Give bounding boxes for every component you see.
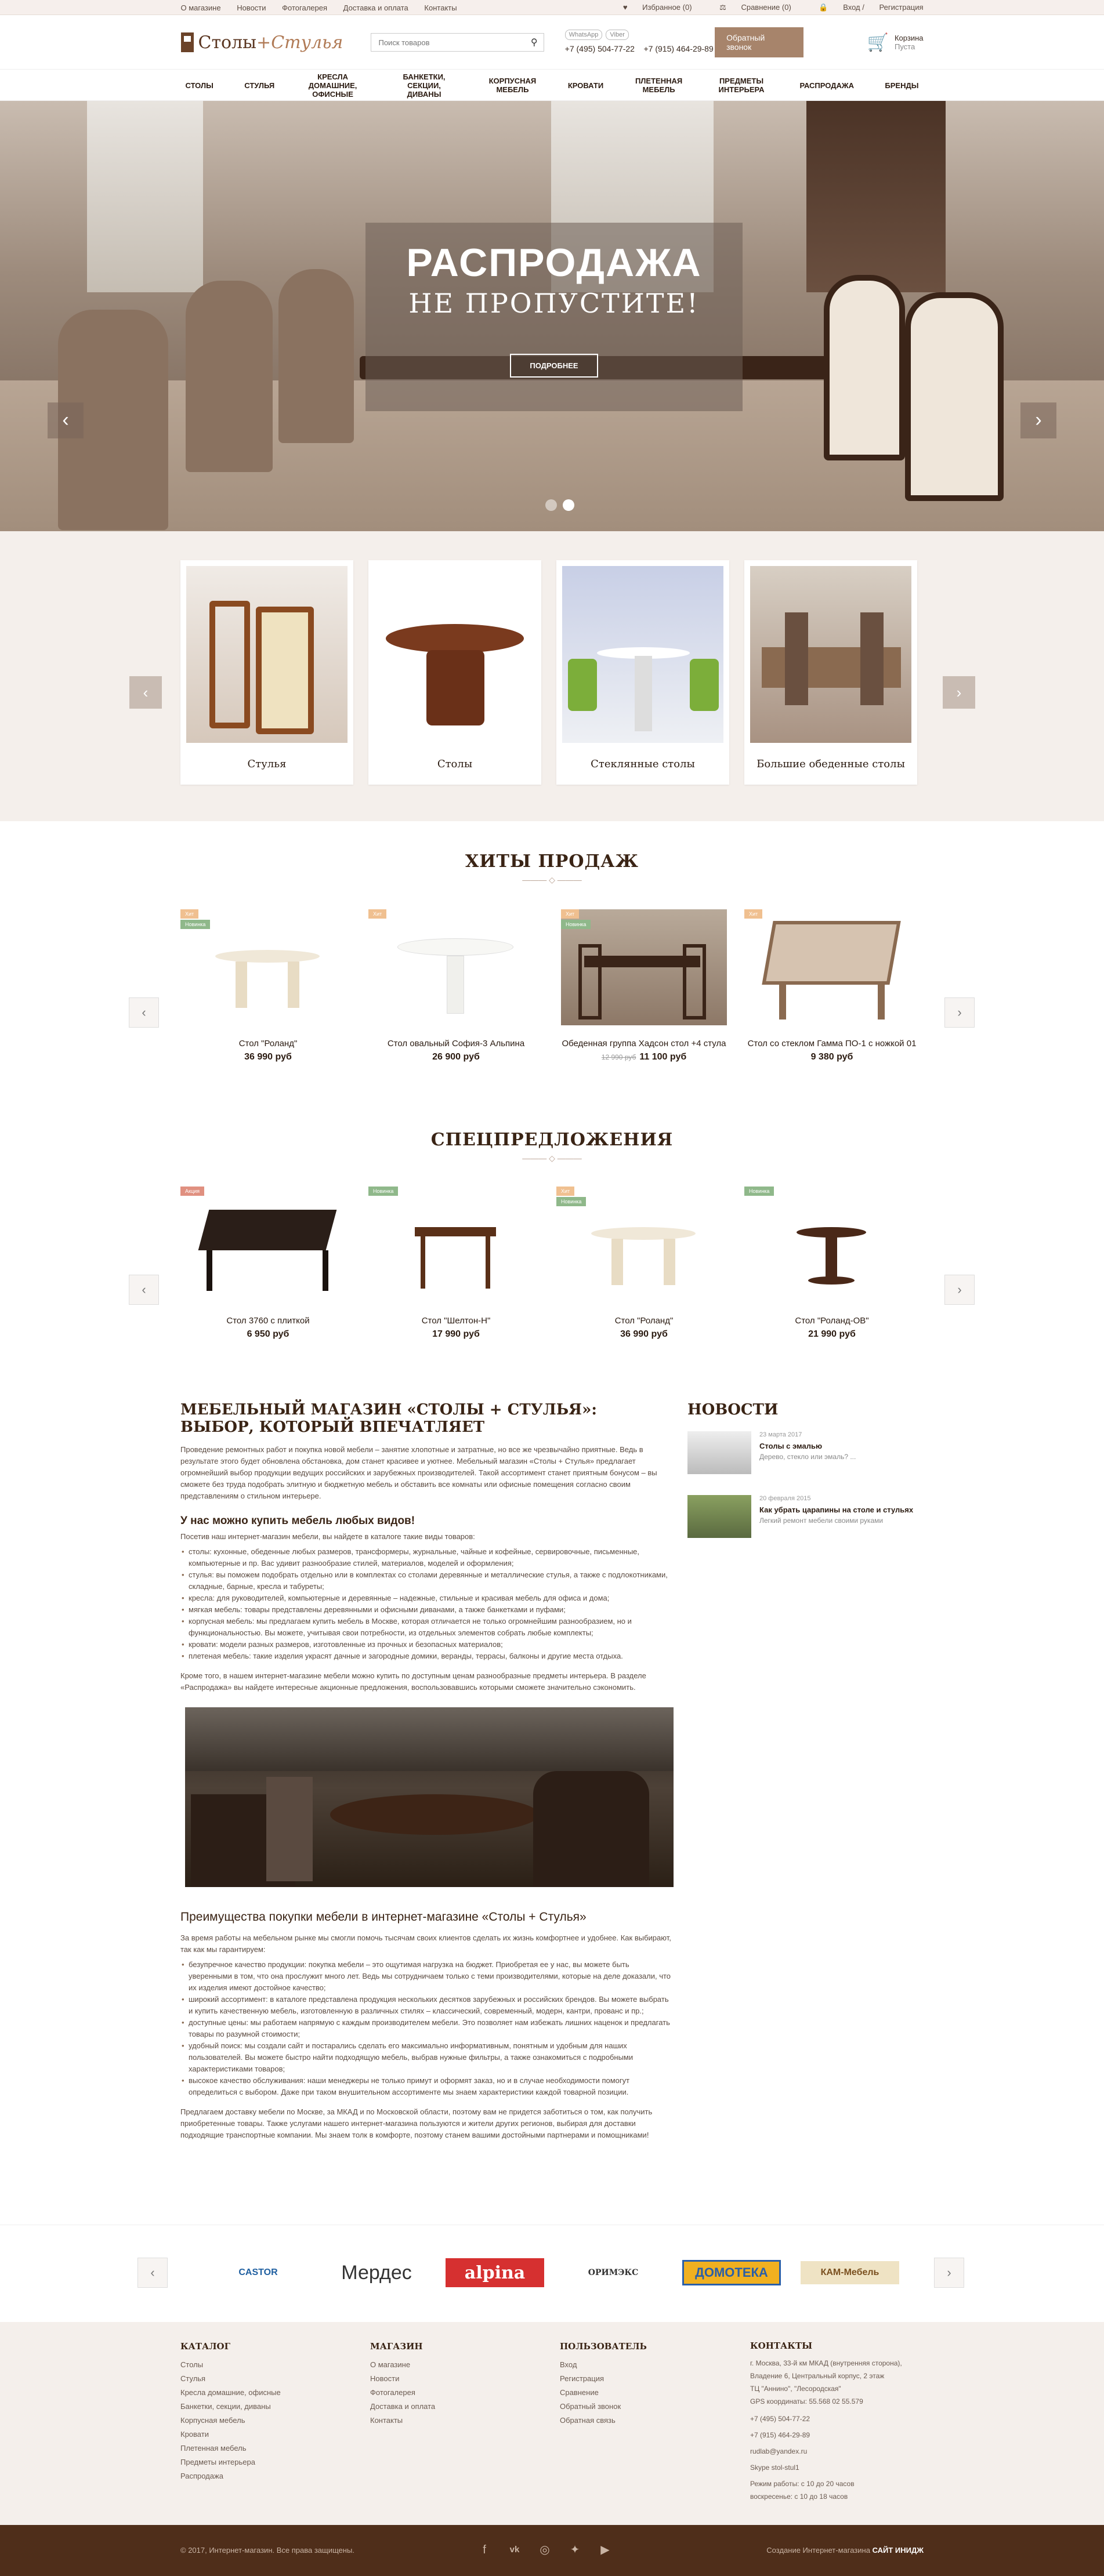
compare-link[interactable]: ⚖ Сравнение (0) xyxy=(719,3,791,12)
hero-prev-arrow-icon[interactable]: ‹ xyxy=(48,402,84,438)
hero-slider xyxy=(0,101,1104,531)
nav-brands[interactable]: БРЕНДЫ xyxy=(885,81,919,90)
nav-sale[interactable]: РАСПРОДАЖА xyxy=(799,81,854,90)
footer-gps: GPS координаты: 55.568 02 55.579 xyxy=(750,2397,863,2406)
copyright: © 2017, Интернет-магазин. Все права защищены. xyxy=(180,2546,354,2555)
top-link-news[interactable]: Новости xyxy=(237,3,266,12)
product-image xyxy=(368,1187,544,1302)
news-date: 23 марта 2017 xyxy=(759,1431,802,1438)
footer-link[interactable]: О магазине xyxy=(370,2360,411,2369)
footer-link[interactable]: Сравнение xyxy=(560,2388,599,2397)
product-name[interactable]: Обеденная группа Хадсон стол +4 стула xyxy=(562,1039,726,1048)
top-link-contacts[interactable]: Контакты xyxy=(424,3,457,12)
product-name[interactable]: Стол "Шелтон-Н" xyxy=(421,1316,491,1326)
footer-catalog xyxy=(180,2339,281,2483)
footer-link[interactable]: Кровати xyxy=(180,2430,209,2439)
category-label: Стеклянные столы xyxy=(591,758,695,770)
nav-tables[interactable]: СТОЛЫ xyxy=(185,81,213,90)
footer-heading: ПОЛЬЗОВАТЕЛЬ xyxy=(560,2341,647,2352)
footer xyxy=(0,2322,1104,2525)
article-lead-2: За время работы на мебельном рынке мы смогли помочь тысячам своих клиентов сделать их жизнь комфортнее и удобнее. Как выбирают, так как мы гарантируем: xyxy=(180,1933,671,1954)
category-card-tables[interactable] xyxy=(368,560,541,785)
twitter-icon[interactable]: ✦ xyxy=(570,2544,580,2556)
footer-link[interactable]: Кресла домашние, офисные xyxy=(180,2388,281,2397)
footer-link[interactable]: Плетенная мебель xyxy=(180,2444,247,2452)
badge-new: Новинка xyxy=(744,1187,774,1196)
brands-next-arrow-icon[interactable]: › xyxy=(934,2258,964,2288)
badge-hit: Хит xyxy=(180,909,198,919)
phone-1[interactable]: +7 (495) 504-77-22 xyxy=(564,44,635,53)
product-image xyxy=(744,909,920,1025)
category-image-glass-tables xyxy=(562,566,723,743)
footer-link[interactable]: Контакты xyxy=(370,2416,403,2425)
product-name[interactable]: Стол "Роланд" xyxy=(614,1316,674,1326)
product-image xyxy=(744,1187,920,1302)
hits-title: ХИТЫ ПРОДАЖ xyxy=(465,851,639,872)
product-image xyxy=(556,1187,732,1302)
news-item[interactable] xyxy=(687,1495,925,1538)
product-image xyxy=(368,909,544,1025)
hero-next-arrow-icon[interactable]: › xyxy=(1020,402,1056,438)
search-input[interactable] xyxy=(371,34,524,51)
footer-heading: КОНТАКТЫ xyxy=(750,2341,813,2351)
product-price: 21 990 руб xyxy=(808,1329,856,1339)
footer-link[interactable]: Регистрация xyxy=(560,2374,604,2383)
product-card[interactable] xyxy=(744,1187,920,1340)
news-thumb xyxy=(687,1495,751,1538)
product-price: 36 990 руб xyxy=(620,1329,668,1339)
brand-alpina[interactable]: alpina xyxy=(446,2258,544,2287)
top-link-delivery[interactable]: Доставка и оплата xyxy=(343,3,408,12)
instagram-icon[interactable]: ◎ xyxy=(540,2544,550,2556)
product-name[interactable]: Стол 3760 с плиткой xyxy=(226,1316,310,1326)
news-headline[interactable]: Как убрать царапины на столе и стульях xyxy=(759,1505,914,1514)
footer-hours: воскресенье: с 10 до 18 часов xyxy=(750,2492,848,2501)
badge-hit: Хит xyxy=(556,1187,574,1196)
main-nav xyxy=(0,70,1104,101)
news-title: НОВОСТИ xyxy=(687,1401,779,1418)
article-list-item: • мягкая мебель: товары представлены деревянными и офисными диванами, а также банкетками и пуфами; xyxy=(180,1604,672,1616)
footer-link[interactable]: Распродажа xyxy=(180,2472,223,2480)
footer-link[interactable]: Стулья xyxy=(180,2374,206,2383)
facebook-icon[interactable]: f xyxy=(483,2544,486,2556)
chair-logo-icon xyxy=(181,32,194,52)
top-link-about[interactable]: О магазине xyxy=(180,3,221,12)
category-card-glass-tables[interactable] xyxy=(556,560,729,785)
article-list-item: • широкий ассортимент: в каталоге представлена продукция нескольких десятков зарубежных и российских брендов. Вы можете выбрать и купить качественную мебель, изготовленную в различных стилях – классический, современный, модерн, кантри, прованс и пр.; xyxy=(180,1994,672,2017)
hero-more-button[interactable]: ПОДРОБНЕЕ xyxy=(510,354,598,378)
product-price: 26 900 руб xyxy=(432,1052,480,1062)
product-price: 36 990 руб xyxy=(244,1052,292,1062)
brand-orimex[interactable]: ОРИМЭКС xyxy=(588,2268,639,2277)
hero-chair-4 xyxy=(824,275,905,460)
nav-benches[interactable]: БАНКЕТКИ, СЕКЦИИ, ДИВАНЫ xyxy=(403,72,446,99)
brand-castor[interactable]: CASTOR xyxy=(238,2267,278,2277)
nav-beds[interactable]: КРОВАТИ xyxy=(567,81,604,90)
cart[interactable] xyxy=(867,32,924,53)
category-label: Столы xyxy=(437,758,473,770)
product-card[interactable] xyxy=(368,1187,544,1340)
article-list-item: • доступные цены: мы работаем напрямую с каждым производителем мебели. Это позволяет нам избежать лишних наценок и предлагать товары по разумной стоимости; xyxy=(180,2017,672,2040)
news-sidebar xyxy=(687,1401,925,1538)
footer-heading: КАТАЛОГ xyxy=(180,2341,230,2352)
special-list xyxy=(180,1187,932,1340)
category-next-arrow-icon[interactable]: › xyxy=(943,676,975,709)
article-list-item: • кровати: модели разных размеров, изготовленные из прочных и безопасных материалов; xyxy=(180,1639,672,1650)
nav-chairs[interactable]: СТУЛЬЯ xyxy=(244,81,275,90)
brand-merdes[interactable]: Мердес xyxy=(341,2261,412,2284)
footer-link[interactable]: Фотогалерея xyxy=(370,2388,415,2397)
hero-window-right xyxy=(806,101,946,292)
category-image-chairs xyxy=(186,566,348,743)
callback-button[interactable]: Обратный звонок xyxy=(715,27,803,57)
vk-icon[interactable]: vk xyxy=(509,2545,520,2555)
header xyxy=(0,15,1104,70)
footer-link[interactable]: Обратный звонок xyxy=(560,2402,621,2411)
news-excerpt: Легкий ремонт мебели своими руками xyxy=(759,1516,884,1525)
hits-next-arrow-icon[interactable]: › xyxy=(944,997,975,1028)
badge-hit: Хит xyxy=(744,909,762,919)
footer-email[interactable]: rudlab@yandex.ru xyxy=(750,2447,808,2455)
badge-hit: Хит xyxy=(561,909,579,919)
login-link[interactable]: Вход xyxy=(843,3,860,12)
article-list-item: • безупречное качество продукции: покупка мебели – это ощутимая нагрузка на бюджет. Приобретая ее у нас, вы можете быть уверенными в том, что она прослужит много лет. Ведь мы сотрудничаем только с теми производителями, которые на деле доказали, что их изделия имеют достойное качество; xyxy=(180,1959,672,1994)
top-bar xyxy=(0,0,1104,15)
article-list-2 xyxy=(180,1959,672,2098)
news-thumb xyxy=(687,1431,751,1474)
search-icon[interactable]: ⚲ xyxy=(530,38,538,48)
favorites-link[interactable]: ♥ Избранное (0) xyxy=(622,3,692,12)
scales-icon: ⚖ xyxy=(719,3,726,12)
product-card[interactable] xyxy=(744,909,920,1062)
category-card-chairs[interactable] xyxy=(180,560,353,785)
hero-dot-2[interactable] xyxy=(563,499,574,511)
category-prev-arrow-icon[interactable]: ‹ xyxy=(129,676,162,709)
footer-contacts xyxy=(750,2339,902,2503)
article-subtitle-1: У нас можно купить мебель любых видов! xyxy=(180,1515,415,1527)
nav-wicker[interactable]: ПЛЕТЕННАЯ МЕБЕЛЬ xyxy=(635,77,683,94)
article-photo xyxy=(185,1707,674,1887)
product-card[interactable] xyxy=(180,1187,356,1340)
hero-subtitle: НЕ ПРОПУСТИТЕ! xyxy=(408,288,700,319)
hero-chair-5 xyxy=(905,292,1004,501)
product-card[interactable] xyxy=(556,909,732,1062)
heart-icon: ♥ xyxy=(622,3,628,12)
product-price-block xyxy=(556,1052,732,1062)
product-name[interactable]: Стол "Роланд-ОВ" xyxy=(795,1316,869,1326)
special-prev-arrow-icon[interactable]: ‹ xyxy=(129,1275,159,1305)
footer-shop xyxy=(370,2339,435,2428)
brand-kam[interactable]: КАМ-Мебель xyxy=(801,2261,899,2284)
logo[interactable]: Столы + Стулья xyxy=(181,32,371,53)
article-list-item: • высокое качество обслуживания: наши менеджеры не только примут и оформят заказ, но и в случае необходимости помогут определиться с выбором. Даже при таком внушительном ассортименте мы знаем характеристики каждой товарной позиции. xyxy=(180,2075,672,2098)
footer-link[interactable]: Обратная связь xyxy=(560,2416,616,2425)
product-image xyxy=(180,909,356,1025)
brands-carousel xyxy=(0,2225,1104,2322)
news-item[interactable] xyxy=(687,1431,925,1474)
article-list-item: • плетеная мебель: такие изделия украсят дачные и загородные домики, веранды, террасы, балконы и другие места отдыха. xyxy=(180,1650,672,1662)
footer-skype[interactable]: Skype stol-stul1 xyxy=(750,2463,799,2472)
badge-hit: Хит xyxy=(368,909,386,919)
badge-sale: Акция xyxy=(180,1187,204,1196)
top-user-links xyxy=(598,3,924,12)
article xyxy=(180,1401,672,2141)
footer-phone[interactable]: +7 (915) 464-29-89 xyxy=(750,2431,810,2439)
hits-list xyxy=(180,909,932,1062)
footer-link[interactable]: Новости xyxy=(370,2374,400,2383)
top-link-gallery[interactable]: Фотогалерея xyxy=(282,3,328,12)
product-price: 6 950 руб xyxy=(247,1329,289,1339)
category-carousel xyxy=(0,531,1104,821)
product-price: 17 990 руб xyxy=(432,1329,480,1339)
product-price: 9 380 руб xyxy=(810,1052,853,1062)
article-list-item: • корпусная мебель: мы предлагаем купить мебель в Москве, которая отличается не только огромнейшим разнообразием, но и функциональностью. Вы можете, учитывая свои потребности, из отдельных элементов собрать любые комплекты; xyxy=(180,1616,672,1639)
category-image-large-tables xyxy=(750,566,911,743)
hero-title: РАСПРОДАЖА xyxy=(406,241,702,285)
hero-dots xyxy=(542,499,577,511)
product-image xyxy=(561,909,727,1025)
hero-banner xyxy=(365,223,743,411)
article-subtitle-2: Преимущества покупки мебели в интернет-магазине «Столы + Стулья» xyxy=(180,1910,587,1924)
footer-heading: МАГАЗИН xyxy=(370,2341,423,2352)
footer-address: Владение 6, Центральный корпус, 2 этаж xyxy=(750,2372,885,2380)
news-excerpt: Дерево, стекло или эмаль? ... xyxy=(759,1453,856,1461)
viber-badge[interactable]: Viber xyxy=(606,30,628,40)
badge-new: Новинка xyxy=(368,1187,398,1196)
product-card[interactable] xyxy=(556,1187,732,1340)
hero-chair-3 xyxy=(278,269,354,443)
ornament-icon: ——— ◇ ——— xyxy=(522,875,582,884)
developer-credit[interactable]: Создание Интернет-магазина САЙТ ИНИДЖ xyxy=(766,2546,924,2555)
footer-phone[interactable]: +7 (495) 504-77-22 xyxy=(750,2415,810,2423)
hero-dot-1[interactable] xyxy=(545,499,557,511)
product-old-price: 12 990 руб xyxy=(601,1053,636,1061)
header-contacts xyxy=(565,31,715,53)
hero-chair-2 xyxy=(186,281,273,472)
special-next-arrow-icon[interactable]: › xyxy=(944,1275,975,1305)
hits-prev-arrow-icon[interactable]: ‹ xyxy=(129,997,159,1028)
footer-link[interactable]: Доставка и оплата xyxy=(370,2402,436,2411)
cart-title: Корзина xyxy=(894,34,924,42)
footer-link[interactable]: Банкетки, секции, диваны xyxy=(180,2402,271,2411)
product-name[interactable]: Стол овальный София-3 Альпина xyxy=(387,1039,525,1048)
badge-new: Новинка xyxy=(561,920,591,929)
footer-link[interactable]: Корпусная мебель xyxy=(180,2416,245,2425)
product-card[interactable] xyxy=(368,909,544,1062)
top-links xyxy=(181,3,471,12)
social-links xyxy=(476,2541,627,2559)
product-image xyxy=(180,1187,356,1302)
footer-link[interactable]: Предметы интерьера xyxy=(180,2458,255,2466)
badge-new: Новинка xyxy=(556,1197,586,1206)
register-link[interactable]: Регистрация xyxy=(879,3,924,12)
category-image-tables xyxy=(374,566,535,743)
brand-domoteka[interactable]: ДОМОТЕКА xyxy=(682,2260,781,2285)
product-name[interactable]: Стол со стеклом Гамма ПО-1 с ножкой 01 xyxy=(747,1039,917,1048)
cart-state: Пуста xyxy=(894,42,915,51)
article-intro: Проведение ремонтных работ и покупка новой мебели – занятие хлопотные и затратные, но все же чрезвычайно приятные. Ведь в результате этого будет обновлена обстановка, дом станет красивее и уютнее. Мебельный магазин «Столы + Стулья» предлагает огромнейший выбор продукции ведущих российских и зарубежных производителей. Такой ассортимент станет приятным бонусом – вы сможете без труда подобрать элитную и бюджетную мебель и обставить все комнаты или офисные помещения согласно своим представлениям о стильном интерьере. xyxy=(180,1445,657,1500)
footer-user xyxy=(560,2339,647,2428)
article-title: МЕБЕЛЬНЫЙ МАГАЗИН «СТОЛЫ + СТУЛЬЯ»: ВЫБОР, КОТОРЫЙ ВПЕЧАТЛЯЕТ xyxy=(180,1401,597,1436)
special-section xyxy=(0,1123,1104,1401)
footer-address: г. Москва, 33-й км МКАД (внутренняя сторона), xyxy=(750,2359,902,2367)
product-price: 11 100 руб xyxy=(639,1052,687,1062)
product-name[interactable]: Стол "Роланд" xyxy=(238,1039,298,1048)
hero-window-left xyxy=(87,101,203,292)
news-headline[interactable]: Столы с эмалью xyxy=(759,1442,823,1450)
category-card-large-tables[interactable] xyxy=(744,560,917,785)
lock-icon: 🔒 xyxy=(819,3,828,12)
category-label: Стулья xyxy=(247,758,287,770)
footer-link[interactable]: Вход xyxy=(560,2360,577,2369)
auth-links: 🔒 Вход / Регистрация xyxy=(819,3,924,12)
search-box xyxy=(371,33,544,52)
cart-icon: 🛒 xyxy=(867,32,889,52)
footer-hours: Режим работы: с 10 до 20 часов xyxy=(750,2480,855,2488)
nav-armchairs[interactable]: КРЕСЛА ДОМАШНИЕ, ОФИСНЫЕ xyxy=(308,72,357,99)
footer-address: ТЦ "Аннино", "Лесородская" xyxy=(750,2385,841,2393)
brands-prev-arrow-icon[interactable]: ‹ xyxy=(137,2258,168,2288)
whatsapp-badge[interactable]: WhatsApp xyxy=(565,30,603,40)
category-label: Большие обеденные столы xyxy=(756,758,905,770)
article-list-item: • удобный поиск: мы создали сайт и постарались сделать его максимально информативным, понятным и удобным для наших пользователей. Вы можете быстро найти подходящую мебель, выбрав нужные фильтры, а также ознакомиться с подробными характеристиками товаров; xyxy=(180,2040,672,2075)
messengers xyxy=(565,31,715,38)
special-title: СПЕЦПРЕДЛОЖЕНИЯ xyxy=(430,1130,674,1150)
footer-bottom xyxy=(0,2525,1104,2576)
nav-interior[interactable]: ПРЕДМЕТЫ ИНТЕРЬЕРА xyxy=(718,77,765,94)
article-lead: Посетив наш интернет-магазин мебели, вы найдете в каталоге такие виды товаров: xyxy=(180,1532,475,1541)
badge-new: Новинка xyxy=(180,920,210,929)
article-list-item: • столы: кухонные, обеденные любых размеров, трансформеры, журнальные, чайные и кофейные, сервировочные, письменные, компьютерные и пр. Вас удивит разнообразие стилей, материалов, моделей и оформления; xyxy=(180,1546,672,1569)
article-list xyxy=(180,1546,672,1662)
footer-link[interactable]: Столы xyxy=(180,2360,204,2369)
seo-article-section xyxy=(0,1401,1104,2225)
article-list-item: • стулья: вы поможем подобрать отдельно или в комплектах со столами деревянные и металлические стулья, а также с подлокотниками, складные, барные, кресла и табуреты; xyxy=(180,1569,672,1592)
article-after: Кроме того, в нашем интернет-магазине мебели можно купить по доступным ценам разнообразные предметы интерьера. В разделе «Распродажа» вы найдете интересные акционные предложения, воспользовавшись которыми сможете значительно сэкономить. xyxy=(180,1671,646,1692)
youtube-icon[interactable]: ▶ xyxy=(600,2544,610,2556)
news-date: 20 февраля 2015 xyxy=(759,1495,811,1502)
article-final: Предлагаем доставку мебели по Москве, за МКАД и по Московской области, поэтому вам не придется заботиться о том, как получить приобретенные товары. Также услугами нашего интернет-магазина пользуются и жители других регионов, выбирая для доставки подходящие транспортные компании. Мы знаем толк в комфорте, поэтому станем вашими достойными партнерами и помощниками! xyxy=(180,2107,653,2139)
article-list-item: • кресла: для руководителей, компьютерные и деревянные – надежные, стильные и красивая мебель для офиса и дома; xyxy=(180,1592,672,1604)
hits-section xyxy=(0,821,1104,1123)
phone-2[interactable]: +7 (915) 464-29-89 xyxy=(643,44,714,53)
product-card[interactable] xyxy=(180,909,356,1062)
ornament-icon: ——— ◇ ——— xyxy=(522,1153,582,1163)
nav-cabinet[interactable]: КОРПУСНАЯ МЕБЕЛЬ xyxy=(488,77,537,94)
